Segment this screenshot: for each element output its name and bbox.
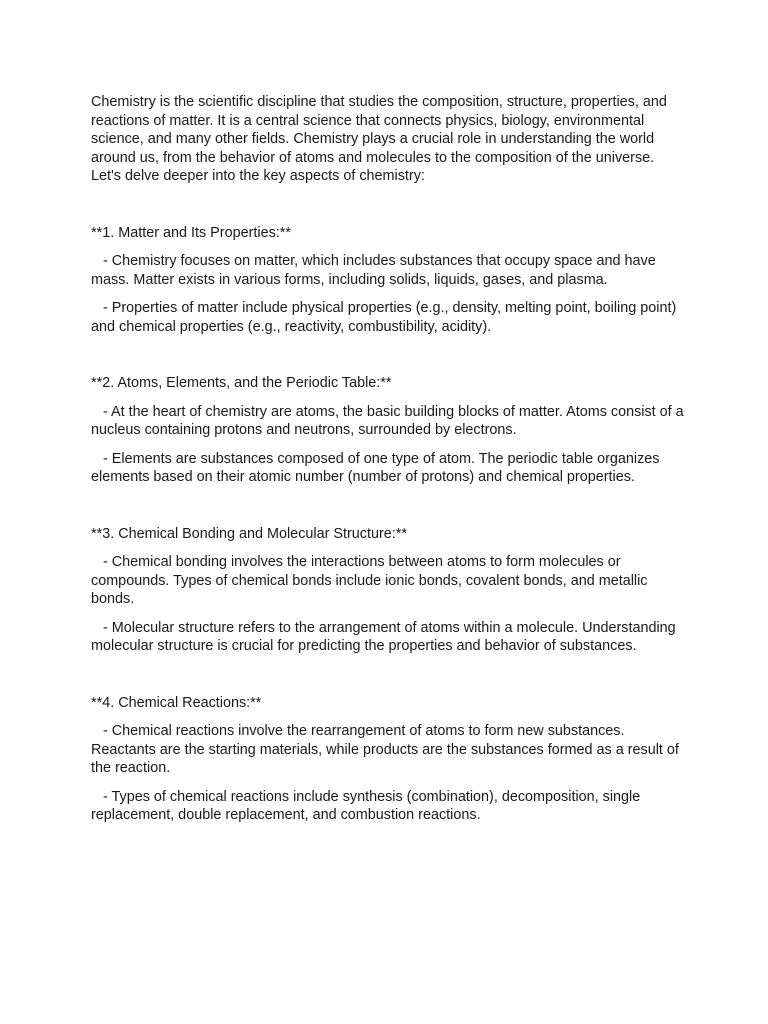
section-atoms: [91, 374, 685, 487]
section-paragraph: - Molecular structure refers to the arrangement of atoms within a molecule. Understanding molecular structure is crucial for predicting the properties and behavior of substances.: [91, 619, 676, 654]
section-heading: **3. Chemical Bonding and Molecular Structure:**: [91, 525, 407, 542]
section-paragraph: - Types of chemical reactions include synthesis (combination), decomposition, single replacement, double replacement, and combustion reactions.: [91, 788, 641, 823]
section-reactions: [91, 694, 685, 825]
section-matter: [91, 224, 685, 337]
section-bonding: [91, 525, 685, 656]
section-paragraph: - Elements are substances composed of one type of atom. The periodic table organizes elements based on their atomic number (number of protons) and chemical properties.: [91, 450, 660, 485]
section-paragraph: - Chemical reactions involve the rearrangement of atoms to form new substances. Reactants are the starting materials, while products are the substances formed as a result of the reaction.: [91, 723, 679, 776]
section-paragraph: - At the heart of chemistry are atoms, the basic building blocks of matter. Atoms consist of a nucleus containing protons and neutrons, surrounded by electrons.: [91, 403, 684, 438]
section-heading: **4. Chemical Reactions:**: [91, 694, 262, 711]
section-paragraph: - Chemistry focuses on matter, which includes substances that occupy space and have mass. Matter exists in various forms, including solids, liquids, gases, and plasma.: [91, 253, 656, 288]
intro-paragraph: Chemistry is the scientific discipline that studies the composition, structure, properties, and reactions of matter. It is a central science that connects physics, biology, environmental science, and many other fields. Chemistry plays a crucial role in understanding the world around us, from the behavior of atoms and molecules to the composition of the universe. Let's delve deeper into the key aspects of chemistry:: [91, 94, 667, 184]
section-heading: **1. Matter and Its Properties:**: [91, 224, 291, 241]
section-paragraph: - Properties of matter include physical properties (e.g., density, melting point, boiling point) and chemical properties (e.g., reactivity, combustibility, acidity).: [91, 300, 677, 335]
document-page: [91, 93, 685, 825]
section-heading: **2. Atoms, Elements, and the Periodic Table:**: [91, 375, 392, 391]
section-paragraph: - Chemical bonding involves the interactions between atoms to form molecules or compounds. Types of chemical bonds include ionic bonds, covalent bonds, and metallic bonds.: [91, 554, 648, 607]
